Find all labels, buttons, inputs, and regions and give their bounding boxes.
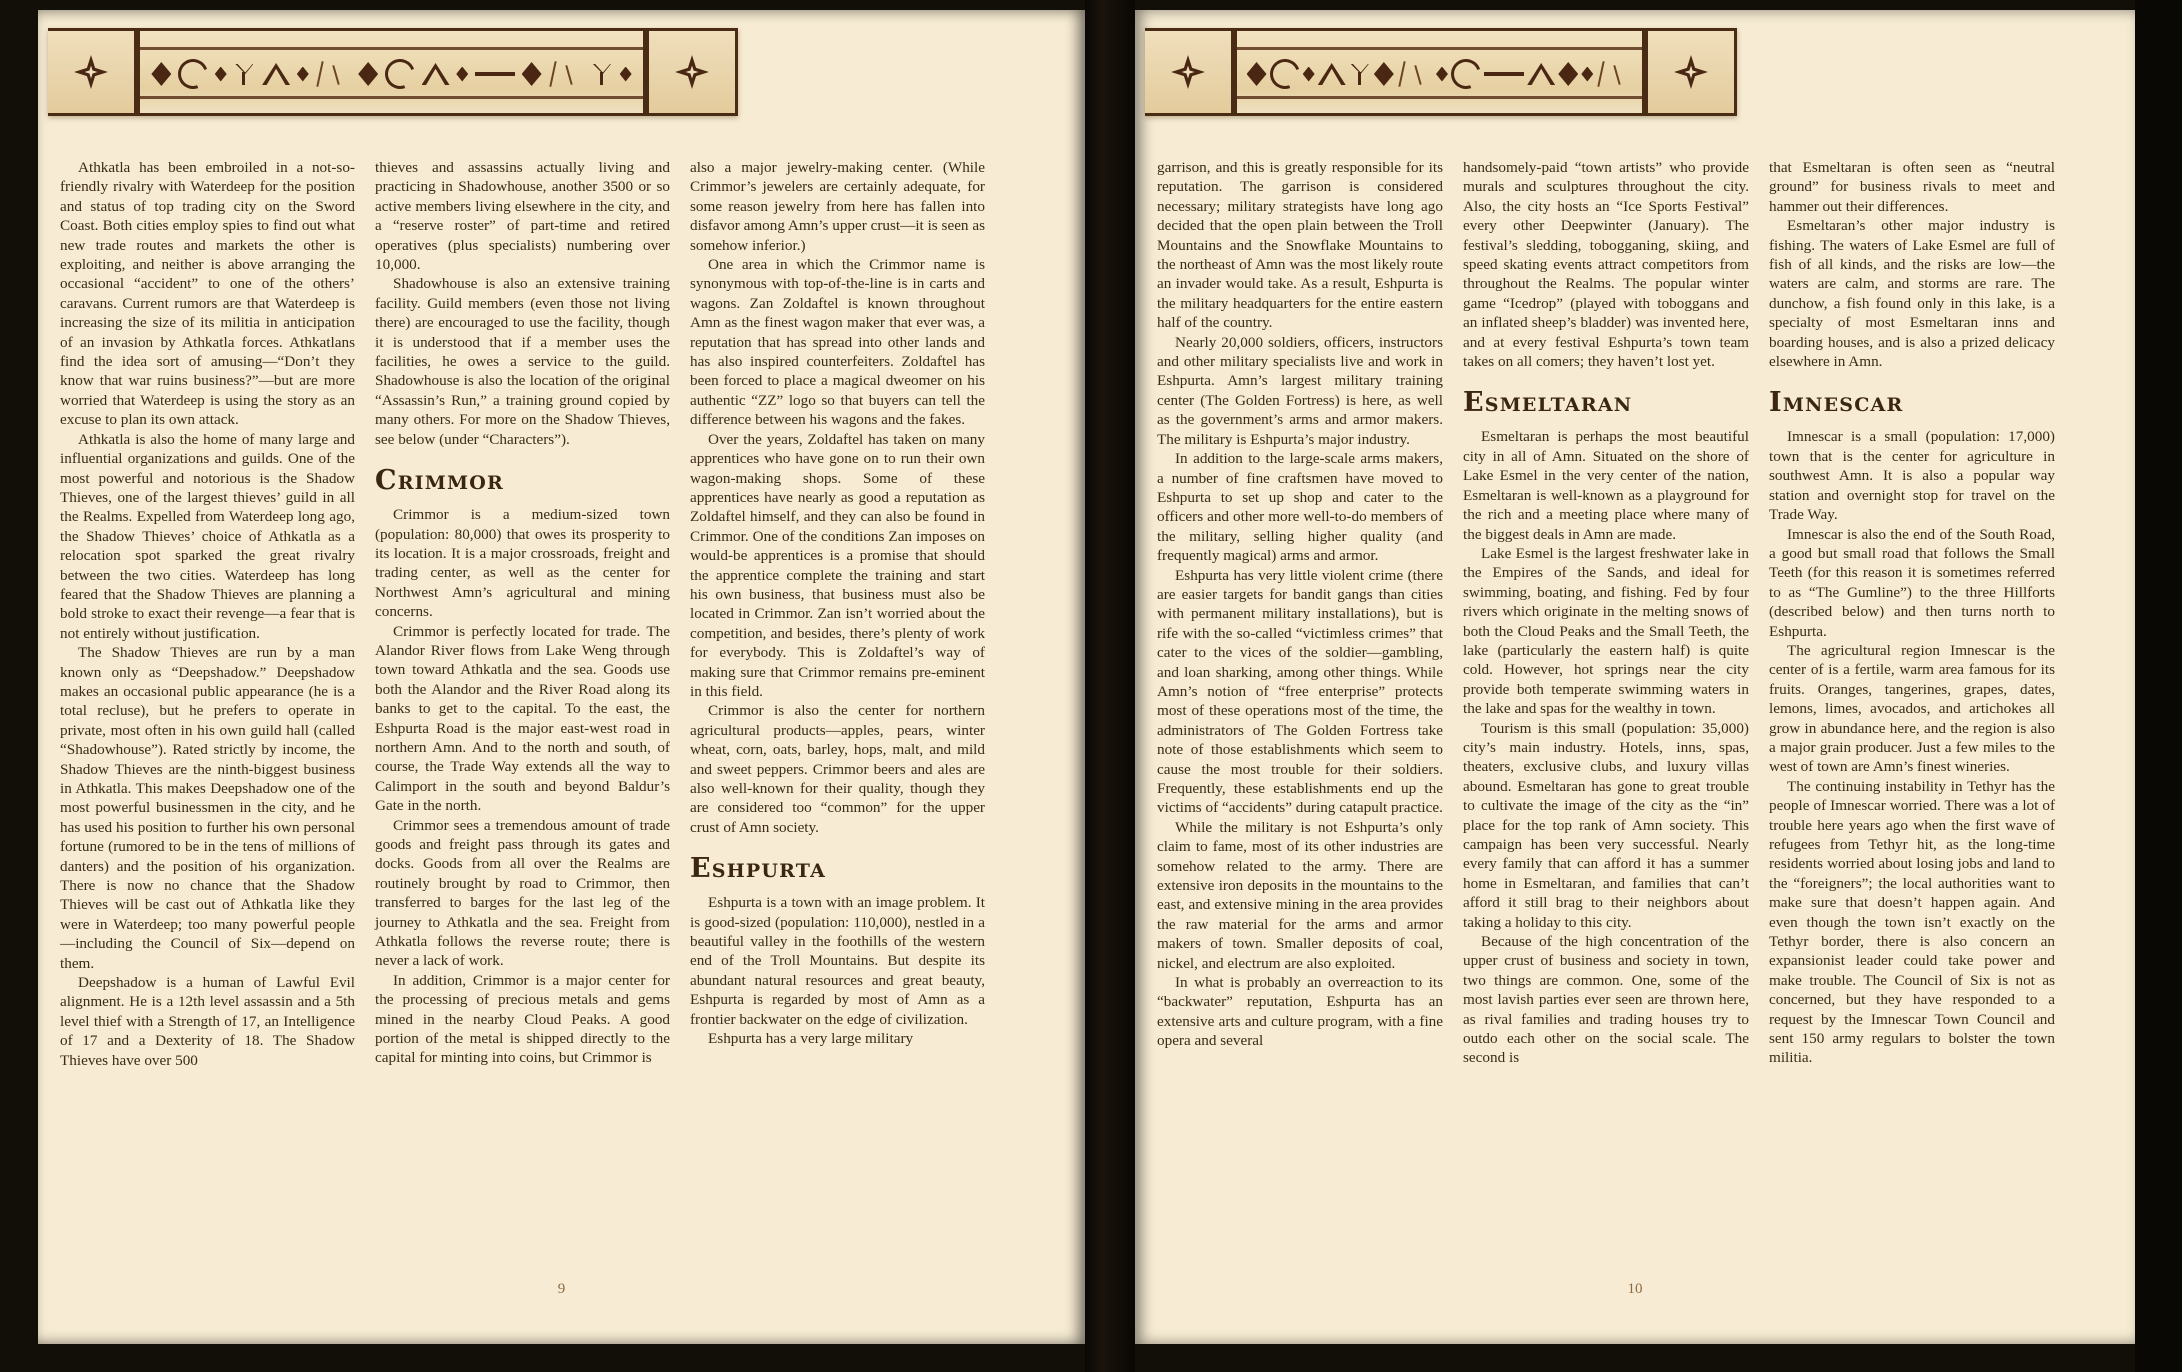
- page-number-right: 10: [1627, 1281, 1643, 1297]
- body-paragraph: Athkatla has been embroiled in a not-so-friendly rivalry with Waterdeep for the position and status of top trading city on the Sword Coast. Both cities employ spies to find out what new trade routes and markets the other is exploiting, and neither is above arranging the occasional “accident” to one of the others’ caravans. Current rumors are that Waterdeep is increasing the size of its militia in anticipation of an invasion by Athkatla forces. Athkatlans find the idea sort of amusing—“Don’t they know that war ruins business?”—but are more worried that Waterdeep is using the story as an excuse to plan its own attack.: [60, 159, 355, 429]
- frieze-panel: [137, 31, 646, 113]
- section-heading: Esmeltaran: [1463, 387, 1633, 419]
- diamond-glyph-icon: [1247, 62, 1267, 86]
- diamond-medallion-icon: [48, 31, 137, 113]
- body-paragraph: The continuing instability in Tethyr has the people of Imnescar worried. There was a lot of trouble here years ago when the first wave of refugees from Tethyr hit, as the long-time residents worried about losing jobs and land to the “foreigners”; the local authorities want to make sure that doesn’t happen again. And even though the town isn’t exactly on the Tethyr border, there is also concern an expansionist leader could take power and make trouble. The Council of Six is not as concerned, but they have responded to a request by the Imnescar Town Council and sent 150 army regulars to bolster the town militia.: [1769, 777, 2055, 1067]
- text-columns-right: [1157, 158, 2115, 1068]
- section-heading: Imnescar: [1769, 387, 1904, 419]
- spiral-glyph-icon: [1265, 54, 1305, 94]
- diamond-medallion-icon: [646, 31, 738, 113]
- page-right: [1135, 10, 2135, 1344]
- column-2: [375, 158, 670, 1070]
- body-paragraph: In what is probably an overreaction to its “backwater” reputation, Eshpurta has an extensive arts and culture program, with a fine opera and several: [1157, 974, 1443, 1050]
- body-paragraph: Esmeltaran’s other major industry is fishing. The waters of Lake Esmel are full of fish of all kinds, and the risks are low—the waters are calm, and storms are rare. The dunchow, a fish found only in this lake, is a specialty of most Esmeltaran inns and boarding houses, and is also a prized delicacy elsewhere in Amn.: [1769, 217, 2055, 371]
- spiral-glyph-icon: [173, 54, 213, 94]
- body-paragraph: Shadowhouse is also an extensive training facility. Guild members (even those not living there) are encouraged to use the facility, though it is understood that if a member uses the facilities, he owes a service to the guild. Shadowhouse is also the location of the original “Assassin’s Run,” a training ground copied by many others. For more on the Shadow Thieves, see below (under “Characters”).: [375, 275, 670, 448]
- crack-texture-icon: [315, 61, 351, 87]
- body-paragraph: One area in which the Crimmor name is synonymous with top-of-the-line is in carts and wagons. Zan Zoldaftel is known throughout Amn as the finest wagon maker that ever was, a reputation that has spread into other lands and has also inspired counterfeiters. Zoldaftel has been forced to place a magical dweomer on his authentic “ZZ” logo so that buyers can tell the difference between his wagons and the fakes.: [690, 256, 985, 429]
- body-paragraph: Esmeltaran is perhaps the most beautiful city in all of Amn. Situated on the shore of Lake Esmel in the very center of the nation, Esmeltaran is well-known as a playground for the rich and a meeting place where many of the biggest deals in Amn are made.: [1463, 428, 1749, 543]
- y-rune-glyph-icon: [591, 63, 613, 85]
- crack-texture-icon: [548, 61, 584, 87]
- body-paragraph: Eshpurta has a very large military: [708, 1030, 914, 1048]
- body-paragraph: thieves and assassins actually living and practicing in Shadowhouse, another 3500 or so active members living elsewhere in the city, and a “reserve roster” of part-time and retired operatives (plus specialists) numbering over 10,000.: [375, 159, 670, 274]
- chevron-glyph-icon: [422, 63, 450, 85]
- ornamental-header-band-right: [1145, 28, 1737, 116]
- bar-glyph-icon: [475, 72, 515, 76]
- frieze-rail-top: [140, 47, 643, 50]
- diamond-medallion-icon: [1645, 31, 1737, 113]
- frieze-rail-bottom: [1237, 96, 1642, 99]
- small-diamond-glyph-icon: [215, 67, 227, 82]
- body-paragraph: Eshpurta has very little violent crime (there are easier targets for bandit gangs than cities with permanent military installations), but is rife with the so-called “victimless crimes” that cater to the vices of the soldier—gambling, and loan sharking, among other things. While Amn’s notion of “free enterprise” protects most of these operations most of the time, the administrators of The Golden Fortress take note of those establishments which seem to cause the most trouble for their soldiers. Frequently, these establishments end up the victims of “accidents” during catapult practice.: [1157, 566, 1443, 817]
- frieze-glyph-row: [140, 53, 643, 95]
- bar-glyph-icon: [1484, 72, 1524, 76]
- text-columns-left: [60, 158, 1067, 1070]
- chevron-glyph-icon: [1527, 63, 1555, 85]
- spiral-glyph-icon: [380, 54, 420, 94]
- body-paragraph: In addition to the large-scale arms makers, a number of fine craftsmen have moved to Eshpurta to set up shop and cater to the officers and other more well-to-do members of the military, selling higher quality (and frequently magical) arms and armor.: [1157, 450, 1443, 565]
- body-paragraph: Crimmor is perfectly located for trade. The Alandor River flows from Lake Weng through town toward Athkatla and the sea. Goods use both the Alandor and the River Road along its banks to get to the capital. To the east, the Eshpurta Road is the major east-west road in northern Amn. And to the north and south, of course, the Trade Way extends all the way to Calimport in the south and beyond Baldur’s Gate in the north.: [375, 622, 670, 815]
- body-paragraph: Over the years, Zoldaftel has taken on many apprentices who have gone on to run their own wagon-making shops. Some of these apprentices have nearly as good a reputation as Zoldaftel himself, and they can also be found in Crimmor. One of the conditions Zan imposes on would-be apprentices is a promise that should the apprentice complete the training and start his own business, that business must also be located in Crimmor. Zan isn’t worried about the competition, and besides, there’s plenty of work for everybody. This is Zoldaftel’s way of making sure that Crimmor remains pre-eminent in this field.: [690, 430, 985, 700]
- body-paragraph: Tourism is this small (population: 35,000) city’s main industry. Hotels, inns, spas, theaters, exclusive clubs, and luxury villas abound. Esmeltaran has gone to great trouble to cultivate the image of the city as the “in” place for the top rank of Amn society. This campaign has been very successful. Nearly every family that can afford it has a summer home in Esmeltaran, and families that can’t afford it still brag to their neighbors about taking a holiday to this city.: [1463, 719, 1749, 931]
- column-1: [60, 158, 355, 1070]
- small-diamond-glyph-icon: [1303, 67, 1315, 82]
- body-paragraph: Imnescar is also the end of the South Road, a good but small road that follows the Small Teeth (for this reason it is sometimes referred to as “The Gumline”) to the three Hillforts (described below) and then turns north to Eshpurta.: [1769, 525, 2055, 640]
- crack-texture-icon: [1596, 61, 1632, 87]
- column-3: [1769, 158, 2055, 1068]
- page-number-left: 9: [557, 1281, 566, 1297]
- y-rune-glyph-icon: [233, 63, 255, 85]
- diamond-glyph-icon: [1558, 62, 1578, 86]
- body-paragraph: Crimmor is a medium-sized town (population: 80,000) that owes its prosperity to its location. It is a major crossroads, freight and trading center, as well as the center for Northwest Amn’s agricultural and mining concerns.: [375, 506, 670, 621]
- section-heading: Crimmor: [375, 465, 504, 497]
- y-rune-glyph-icon: [1349, 63, 1371, 85]
- body-paragraph: Crimmor is also the center for northern agricultural products—apples, pears, winter wheat, corn, oats, barley, hops, malt, and mild and sweet peppers. Crimmor beers and ales are also well-known for their quality, though they are considered too “common” for the upper crust of Amn society.: [690, 702, 985, 836]
- body-paragraph: Eshpurta is a town with an image problem. It is good-sized (population: 110,000), nestled in a beautiful valley in the foothills of the western end of the Troll Mountains. But despite its abundant natural resources and great beauty, Eshpurta is regarded by most of Amn as a frontier backwater on the edge of civilization.: [690, 894, 985, 1028]
- body-paragraph: In addition, Crimmor is a major center for the processing of precious metals and gems mined in the nearby Cloud Peaks. A good portion of the metal is shipped directly to the capital for minting into coins, but Crimmor is: [375, 971, 670, 1067]
- small-diamond-glyph-icon: [1581, 67, 1593, 82]
- diamond-glyph-icon: [151, 62, 171, 86]
- book-gutter: [1085, 0, 1135, 1372]
- body-paragraph: handsomely-paid “town artists” who provide murals and sculptures throughout the city. Also, the city hosts an “Ice Sports Festival” every other Deepwinter (January). The festival’s sledding, tobogganing, skiing, and speed skating events attract competitors from throughout the Realms. The popular winter game “Icedrop” (played with toboggans and an inflated sheep’s bladder) was invented here, and at every festival Eshpurta’s town team takes on all comers; they haven’t lost yet.: [1463, 159, 1749, 371]
- body-paragraph: that Esmeltaran is often seen as “neutral ground” for business rivals to meet and hammer out their differences.: [1769, 159, 2055, 215]
- column-2: [1463, 158, 1749, 1068]
- small-diamond-glyph-icon: [456, 67, 468, 82]
- small-diamond-glyph-icon: [1436, 67, 1448, 82]
- diamond-glyph-icon: [358, 62, 378, 86]
- frieze-rail-top: [1237, 47, 1642, 50]
- ornamental-header-band-left: [48, 28, 738, 116]
- diamond-medallion-icon: [1145, 31, 1234, 113]
- section-heading: Eshpurta: [690, 853, 827, 885]
- frieze-panel: [1234, 31, 1645, 113]
- column-1: [1157, 158, 1443, 1068]
- diamond-glyph-icon: [522, 62, 542, 86]
- body-paragraph: also a major jewelry-making center. (While Crimmor’s jewelers are certainly adequate, for some reason jewelry from here has fallen into disfavor among Amn’s upper crust—it is seen as somehow inferior.): [690, 159, 985, 254]
- body-paragraph: While the military is not Eshpurta’s only claim to fame, most of its other industries are somehow related to the army. There are extensive iron deposits in the mountains to the east, and extensive mining in the area provides the raw material for the arms and armor makers of town. Smaller deposits of coal, nickel, and electrum are also exploited.: [1157, 818, 1443, 972]
- small-diamond-glyph-icon: [297, 67, 309, 82]
- body-paragraph: The agricultural region Imnescar is the center of is a fertile, warm area famous for its fruits. Oranges, tangerines, grapes, dates, lemons, limes, avocados, and artichokes all grow in abundance here, and the region is also a major grain producer. Just a few miles to the west of town are Amn’s finest wineries.: [1769, 641, 2055, 776]
- small-diamond-glyph-icon: [620, 67, 632, 82]
- frieze-glyph-row: [1237, 53, 1642, 95]
- page-left: [38, 10, 1085, 1344]
- diamond-glyph-icon: [1374, 62, 1394, 86]
- chevron-glyph-icon: [1318, 63, 1346, 85]
- column-3: [690, 158, 985, 1070]
- body-paragraph: Crimmor sees a tremendous amount of trade goods and freight pass through its gates and docks. Goods from all over the Realms are routinely brought by road to Crimmor, then transferred to barges for the last leg of the journey to Athkatla and the sea. Freight from Athkatla follows the reverse route; there is never a lack of work.: [375, 816, 670, 970]
- chevron-glyph-icon: [262, 63, 290, 85]
- body-paragraph: Lake Esmel is the largest freshwater lake in the Empires of the Sands, and ideal for swimming, boating, and fishing. Fed by four rivers which originate in the melting snows of both the Cloud Peaks and the Small Teeth, the lake (particularly the eastern half) is quite cold. However, hot springs near the city provide both temperate swimming waters in the lake and spas for the wealthy in town.: [1463, 544, 1749, 718]
- spiral-glyph-icon: [1446, 54, 1486, 94]
- body-paragraph: The Shadow Thieves are run by a man known only as “Deepshadow.” Deepshadow makes an occasional public appearance (he is a total recluse), but he prefers to operate in private, most often in his own guild hall (called “Shadowhouse”). Rated strictly by income, the Shadow Thieves are the ninth-biggest business in Athkatla. This makes Deepshadow one of the most powerful businessmen in the city, and he has used his position to further his own personal fortune (rumored to be in the tens of millions of danters) and the position of his organization. There is now no chance that the Shadow Thieves will be cast out of Athkatla like they were in Waterdeep; too many powerful people—including the Council of Six—depend on them.: [60, 644, 355, 972]
- body-paragraph: garrison, and this is greatly responsible for its reputation. The garrison is considered necessary; military strategists have long ago decided that the open plain between the Troll Mountains and the Snowflake Mountains to the northeast of Amn was the most likely route an invader would take. As a result, Eshpurta is the military headquarters for the entire eastern half of the country.: [1157, 159, 1443, 332]
- crack-texture-icon: [1397, 61, 1433, 87]
- body-paragraph: Because of the high concentration of the upper crust of business and society in town, two things are common. One, some of the most lavish parties ever seen are thrown here, as rival families and trading houses try to outdo each other on the social scale. The second is: [1463, 933, 1749, 1067]
- frieze-rail-bottom: [140, 96, 643, 99]
- body-paragraph: Deepshadow is a human of Lawful Evil alignment. He is a 12th level assassin and a 5th level thief with a Strength of 17, an Intelligence of 17 and a Dexterity of 18. The Shadow Thieves have over 500: [60, 974, 355, 1069]
- body-paragraph: Nearly 20,000 soldiers, officers, instructors and other military specialists live and work in Eshpurta. Amn’s largest military training center (The Golden Fortress) is here, as well as the government’s arms and armor makers. The military is Eshpurta’s major industry.: [1157, 333, 1443, 448]
- outer-bleed-right: [2135, 0, 2182, 1372]
- body-paragraph: Imnescar is a small (population: 17,000) town that is the center for agriculture in southwest Amn. It is also a popular way station and overnight stop for travel on the Trade Way.: [1769, 428, 2055, 524]
- body-paragraph: Athkatla is also the home of many large and influential organizations and guilds. One of the most powerful and notorious is the Shadow Thieves, one of the largest thieves’ guild in all the Realms. Expelled from Waterdeep long ago, the Shadow Thieves’ choice of Athkatla as a relocation spot sparked the great rivalry between the two cities. Waterdeep has long feared that the Shadow Thieves are planning a bold stroke to exact their revenge—a fear that is not entirely without justification.: [60, 430, 355, 642]
